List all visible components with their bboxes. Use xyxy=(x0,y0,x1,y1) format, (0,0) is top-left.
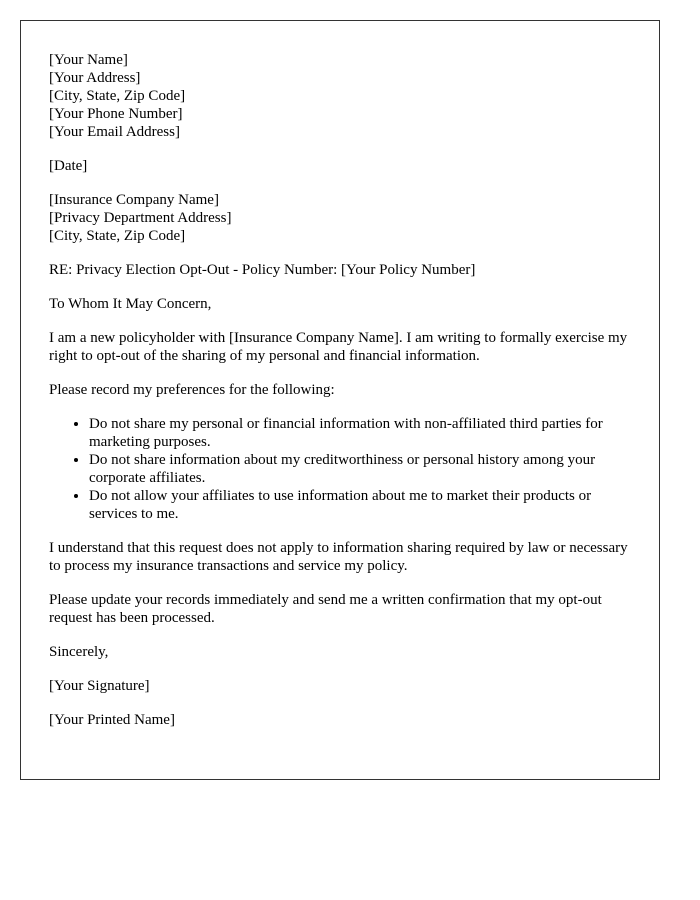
recipient-block xyxy=(49,191,631,245)
salutation: To Whom It May Concern, xyxy=(49,296,212,312)
preference-item: • Do not share my personal or financial information with non-affiliated third parties for marketing purposes. xyxy=(89,415,631,451)
sender-phone: [Your Phone Number] xyxy=(49,106,183,122)
recipient-department-address: [Privacy Department Address] xyxy=(49,210,232,226)
preferences-lead: Please record my preferences for the following: xyxy=(49,382,335,398)
recipient-city-state-zip: [City, State, Zip Code] xyxy=(49,228,186,244)
preference-item: • Do not share information about my creditworthiness or personal history among your corporate affiliates. xyxy=(89,451,631,487)
sender-email: [Your Email Address] xyxy=(49,124,180,140)
sender-address: [Your Address] xyxy=(49,70,141,86)
intro-paragraph: I am a new policyholder with [Insurance Company Name]. I am writing to formally exercise my right to opt-out of the sharing of my personal and financial information. xyxy=(49,330,628,364)
understanding-paragraph: I understand that this request does not apply to information sharing required by law or necessary to process my insurance transactions and service my policy. xyxy=(49,540,628,574)
sender-block xyxy=(49,51,631,141)
preferences-list xyxy=(49,415,631,523)
request-paragraph: Please update your records immediately and send me a written confirmation that my opt-out request has been processed. xyxy=(49,592,602,626)
recipient-company: [Insurance Company Name] xyxy=(49,192,219,208)
printed-name: [Your Printed Name] xyxy=(49,712,175,728)
sender-name: [Your Name] xyxy=(49,52,128,68)
preference-item: • Do not allow your affiliates to use information about me to market their products or services to me. xyxy=(89,487,631,523)
closing: Sincerely, xyxy=(49,644,109,660)
subject-line: RE: Privacy Election Opt-Out - Policy Number: [Your Policy Number] xyxy=(49,262,476,278)
letter-date: [Date] xyxy=(49,158,88,174)
sender-city-state-zip: [City, State, Zip Code] xyxy=(49,88,186,104)
signature-placeholder: [Your Signature] xyxy=(49,678,150,694)
letter-page xyxy=(20,20,660,780)
